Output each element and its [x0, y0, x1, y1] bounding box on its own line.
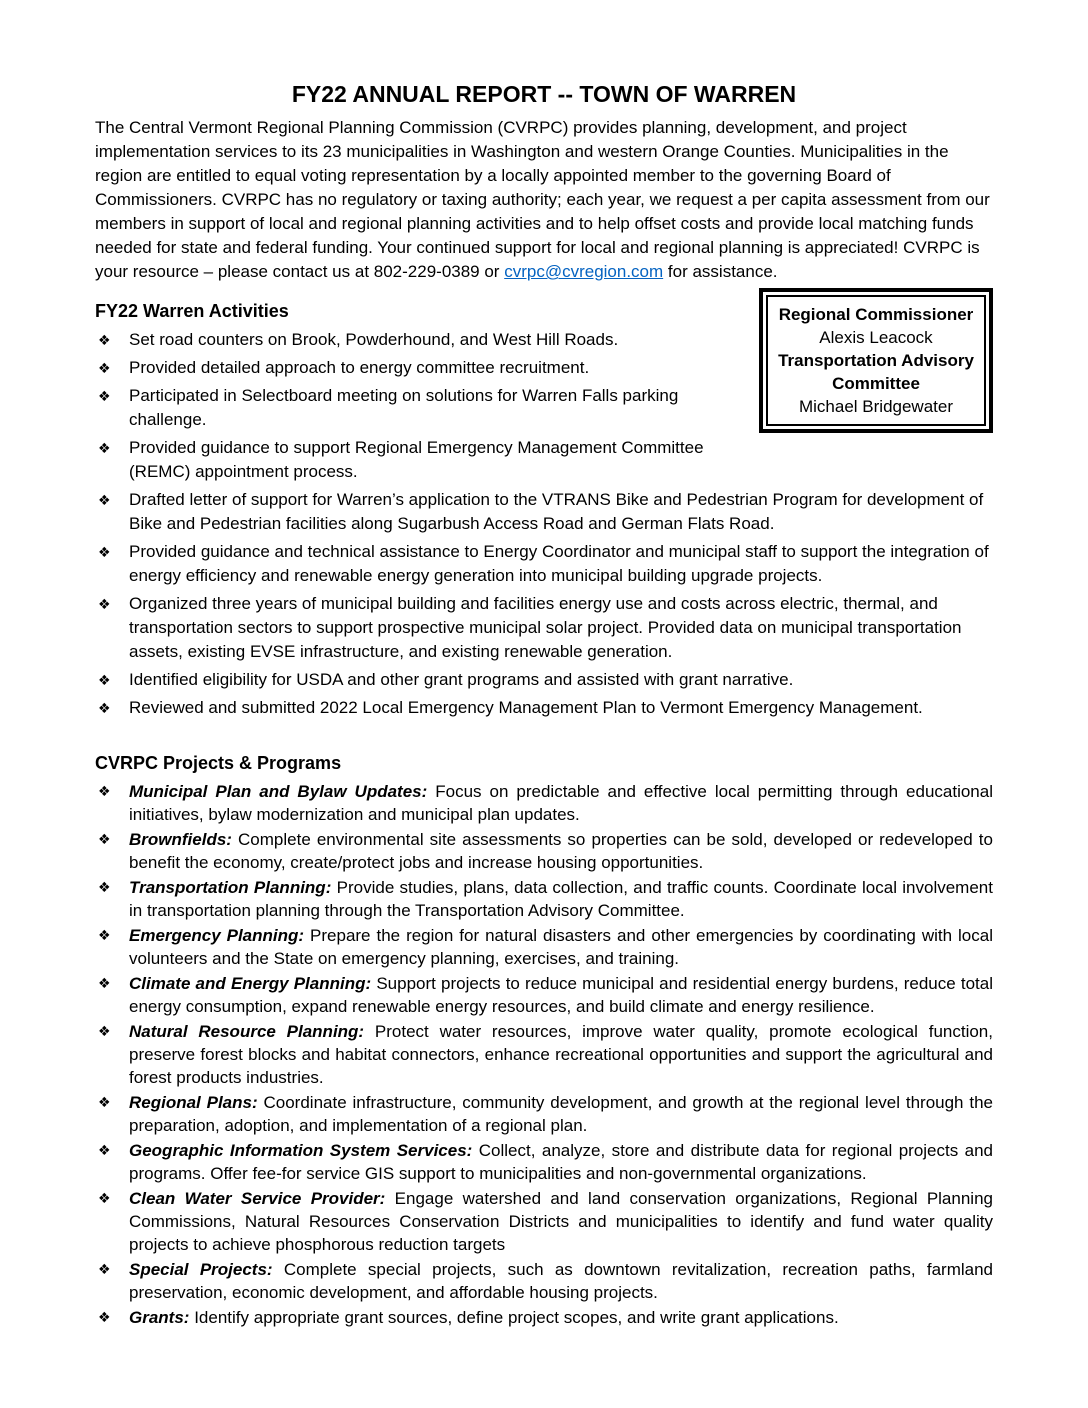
bullet-icon: ❖	[98, 783, 111, 799]
bullet-icon: ❖	[98, 1309, 111, 1325]
activities-heading: FY22 Warren Activities	[95, 301, 289, 321]
bullet-icon: ❖	[98, 332, 111, 348]
activity-text: Organized three years of municipal building and facilities energy use and costs across electric, thermal, and transportation sectors to support prospective municipal solar project. Provided data on municipal transportation assets, existing EVSE infrastructure, and existing renewable generation.	[129, 594, 962, 661]
activity-text: Provided guidance and technical assistance to Energy Coordinator and municipal staff to support the integration of energy efficiency and renewable energy generation into municipal building upgrade projects.	[129, 542, 989, 585]
project-term: Brownfields:	[129, 830, 232, 849]
activity-text: Set road counters on Brook, Powderhound, and West Hill Roads.	[129, 330, 619, 349]
activity-text: Drafted letter of support for Warren’s application to the VTRANS Bike and Pedestrian Program for development of Bike and Pedestrian facilities along Sugarbush Access Road and German Flats Road.	[129, 490, 984, 533]
project-description: Support projects to reduce municipal and residential energy burdens, reduce total energy consumption, expand renewable energy resources, and build climate and energy resilience.	[129, 974, 993, 1016]
project-item	[95, 1306, 993, 1329]
project-term: Climate and Energy Planning:	[129, 974, 372, 993]
project-item	[95, 828, 993, 874]
project-description: Protect water resources, improve water quality, promote ecological function, preserve forest blocks and habitat connectors, enhance recreational opportunities and support the agricultural and forest products industries.	[129, 1022, 993, 1087]
activity-item	[95, 696, 993, 720]
commissioner-box-line: Transportation Advisory Committee	[778, 351, 974, 393]
project-item	[95, 876, 993, 922]
activity-item	[95, 328, 993, 352]
intro-text-before-email: The Central Vermont Regional Planning Commission (CVRPC) provides planning, development, and project implementation services to its 23 municipalities in Washington and western Orange Counties. Municipalities in the region are entitled to equal voting representation by a locally appointed member to the governing Board of Commissioners. CVRPC has no regulatory or taxing authority; each year, we request a per capita assessment from our members in support of local and regional planning activities and to help offset costs and provide local matching funds needed for state and federal funding. Your continued support for local and regional planning is appreciated! CVRPC is your resource – please contact us at 802-229-0389 or	[95, 118, 990, 281]
project-description: Provide studies, plans, data collection, and traffic counts. Coordinate local involvement in transportation planning through the Transportation Advisory Committee.	[129, 878, 993, 920]
project-description: Complete special projects, such as downtown revitalization, recreation paths, farmland preservation, economic development, and affordable housing projects.	[129, 1260, 993, 1302]
project-item	[95, 1187, 993, 1256]
project-item	[95, 972, 993, 1018]
project-term: Special Projects:	[129, 1260, 273, 1279]
activity-item	[95, 488, 993, 536]
project-term: Natural Resource Planning:	[129, 1022, 365, 1041]
project-term: Regional Plans:	[129, 1093, 258, 1112]
project-term: Emergency Planning:	[129, 926, 305, 945]
project-item	[95, 924, 993, 970]
bullet-icon: ❖	[98, 492, 111, 508]
project-term: Grants:	[129, 1308, 190, 1327]
bullet-icon: ❖	[98, 831, 111, 847]
bullet-icon: ❖	[98, 544, 111, 560]
activity-text: Reviewed and submitted 2022 Local Emergency Management Plan to Vermont Emergency Management.	[129, 698, 923, 717]
projects-heading: CVRPC Projects & Programs	[95, 753, 342, 773]
project-description: Coordinate infrastructure, community development, and growth at the regional level through the preparation, adoption, and implementation of a regional plan.	[129, 1093, 993, 1135]
activity-text: Participated in Selectboard meeting on solutions for Warren Falls parking challenge.	[129, 386, 679, 429]
bullet-icon: ❖	[98, 927, 111, 943]
activity-text: Identified eligibility for USDA and other grant programs and assisted with grant narrative.	[129, 670, 794, 689]
activity-item	[95, 384, 993, 432]
bullet-icon: ❖	[98, 700, 111, 716]
activity-item	[95, 436, 993, 484]
activity-item	[95, 540, 993, 588]
project-item	[95, 780, 993, 826]
activity-text: Provided detailed approach to energy committee recruitment.	[129, 358, 590, 377]
project-term: Transportation Planning:	[129, 878, 332, 897]
bullet-icon: ❖	[98, 1190, 111, 1206]
bullet-icon: ❖	[98, 596, 111, 612]
commissioner-box-line: Regional Commissioner	[778, 305, 974, 324]
activity-text: Provided guidance to support Regional Emergency Management Committee (REMC) appointment process.	[129, 438, 704, 481]
commissioner-box-line: Michael Bridgewater	[798, 397, 953, 416]
project-term: Geographic Information System Services:	[129, 1141, 473, 1160]
project-description: Collect, analyze, store and distribute data for regional projects and programs. Offer fee-for service GIS support to municipalities and non-governmental organizations.	[129, 1141, 994, 1183]
intro-text-after-email: for assistance.	[663, 262, 778, 281]
projects-list	[95, 780, 993, 1329]
bullet-icon: ❖	[98, 440, 111, 456]
bullet-icon: ❖	[98, 1023, 111, 1039]
bullet-icon: ❖	[98, 1094, 111, 1110]
bullet-icon: ❖	[98, 672, 111, 688]
bullet-icon: ❖	[98, 879, 111, 895]
bullet-icon: ❖	[98, 1142, 111, 1158]
email-link[interactable]: cvrpc@cvregion.com	[504, 262, 664, 281]
bullet-icon: ❖	[98, 360, 111, 376]
bullet-icon: ❖	[98, 388, 111, 404]
page-title: FY22 ANNUAL REPORT -- TOWN OF WARREN	[291, 81, 797, 107]
bullet-icon: ❖	[98, 1261, 111, 1277]
project-description: Focus on predictable and effective local permitting through educational initiatives, bylaw modernization and municipal plan updates.	[129, 782, 993, 824]
project-item	[95, 1091, 993, 1137]
project-item	[95, 1020, 993, 1089]
activity-item	[95, 592, 993, 664]
project-item	[95, 1139, 993, 1185]
project-description: Engage watershed and land conservation organizations, Regional Planning Commissions, Natural Resources Conservation Districts and municipalities to identify and fund water quality projects to achieve phosphorous reduction targets	[129, 1189, 993, 1254]
project-description: Identify appropriate grant sources, define project scopes, and write grant applications.	[194, 1308, 839, 1327]
project-term: Municipal Plan and Bylaw Updates:	[129, 782, 428, 801]
bullet-icon: ❖	[98, 975, 111, 991]
activity-item	[95, 356, 993, 380]
activities-list	[95, 328, 993, 720]
commissioner-box-line: Alexis Leacock	[819, 328, 933, 347]
project-item	[95, 1258, 993, 1304]
activity-item	[95, 668, 993, 692]
project-term: Clean Water Service Provider:	[129, 1189, 386, 1208]
intro-paragraph	[95, 116, 993, 284]
project-description: Prepare the region for natural disasters and other emergencies by coordinating with local volunteers and the State on emergency planning, exercises, and training.	[129, 926, 993, 968]
project-description: Complete environmental site assessments so properties can be sold, developed or redeveloped to benefit the economy, create/protect jobs and increase housing opportunities.	[129, 830, 993, 872]
